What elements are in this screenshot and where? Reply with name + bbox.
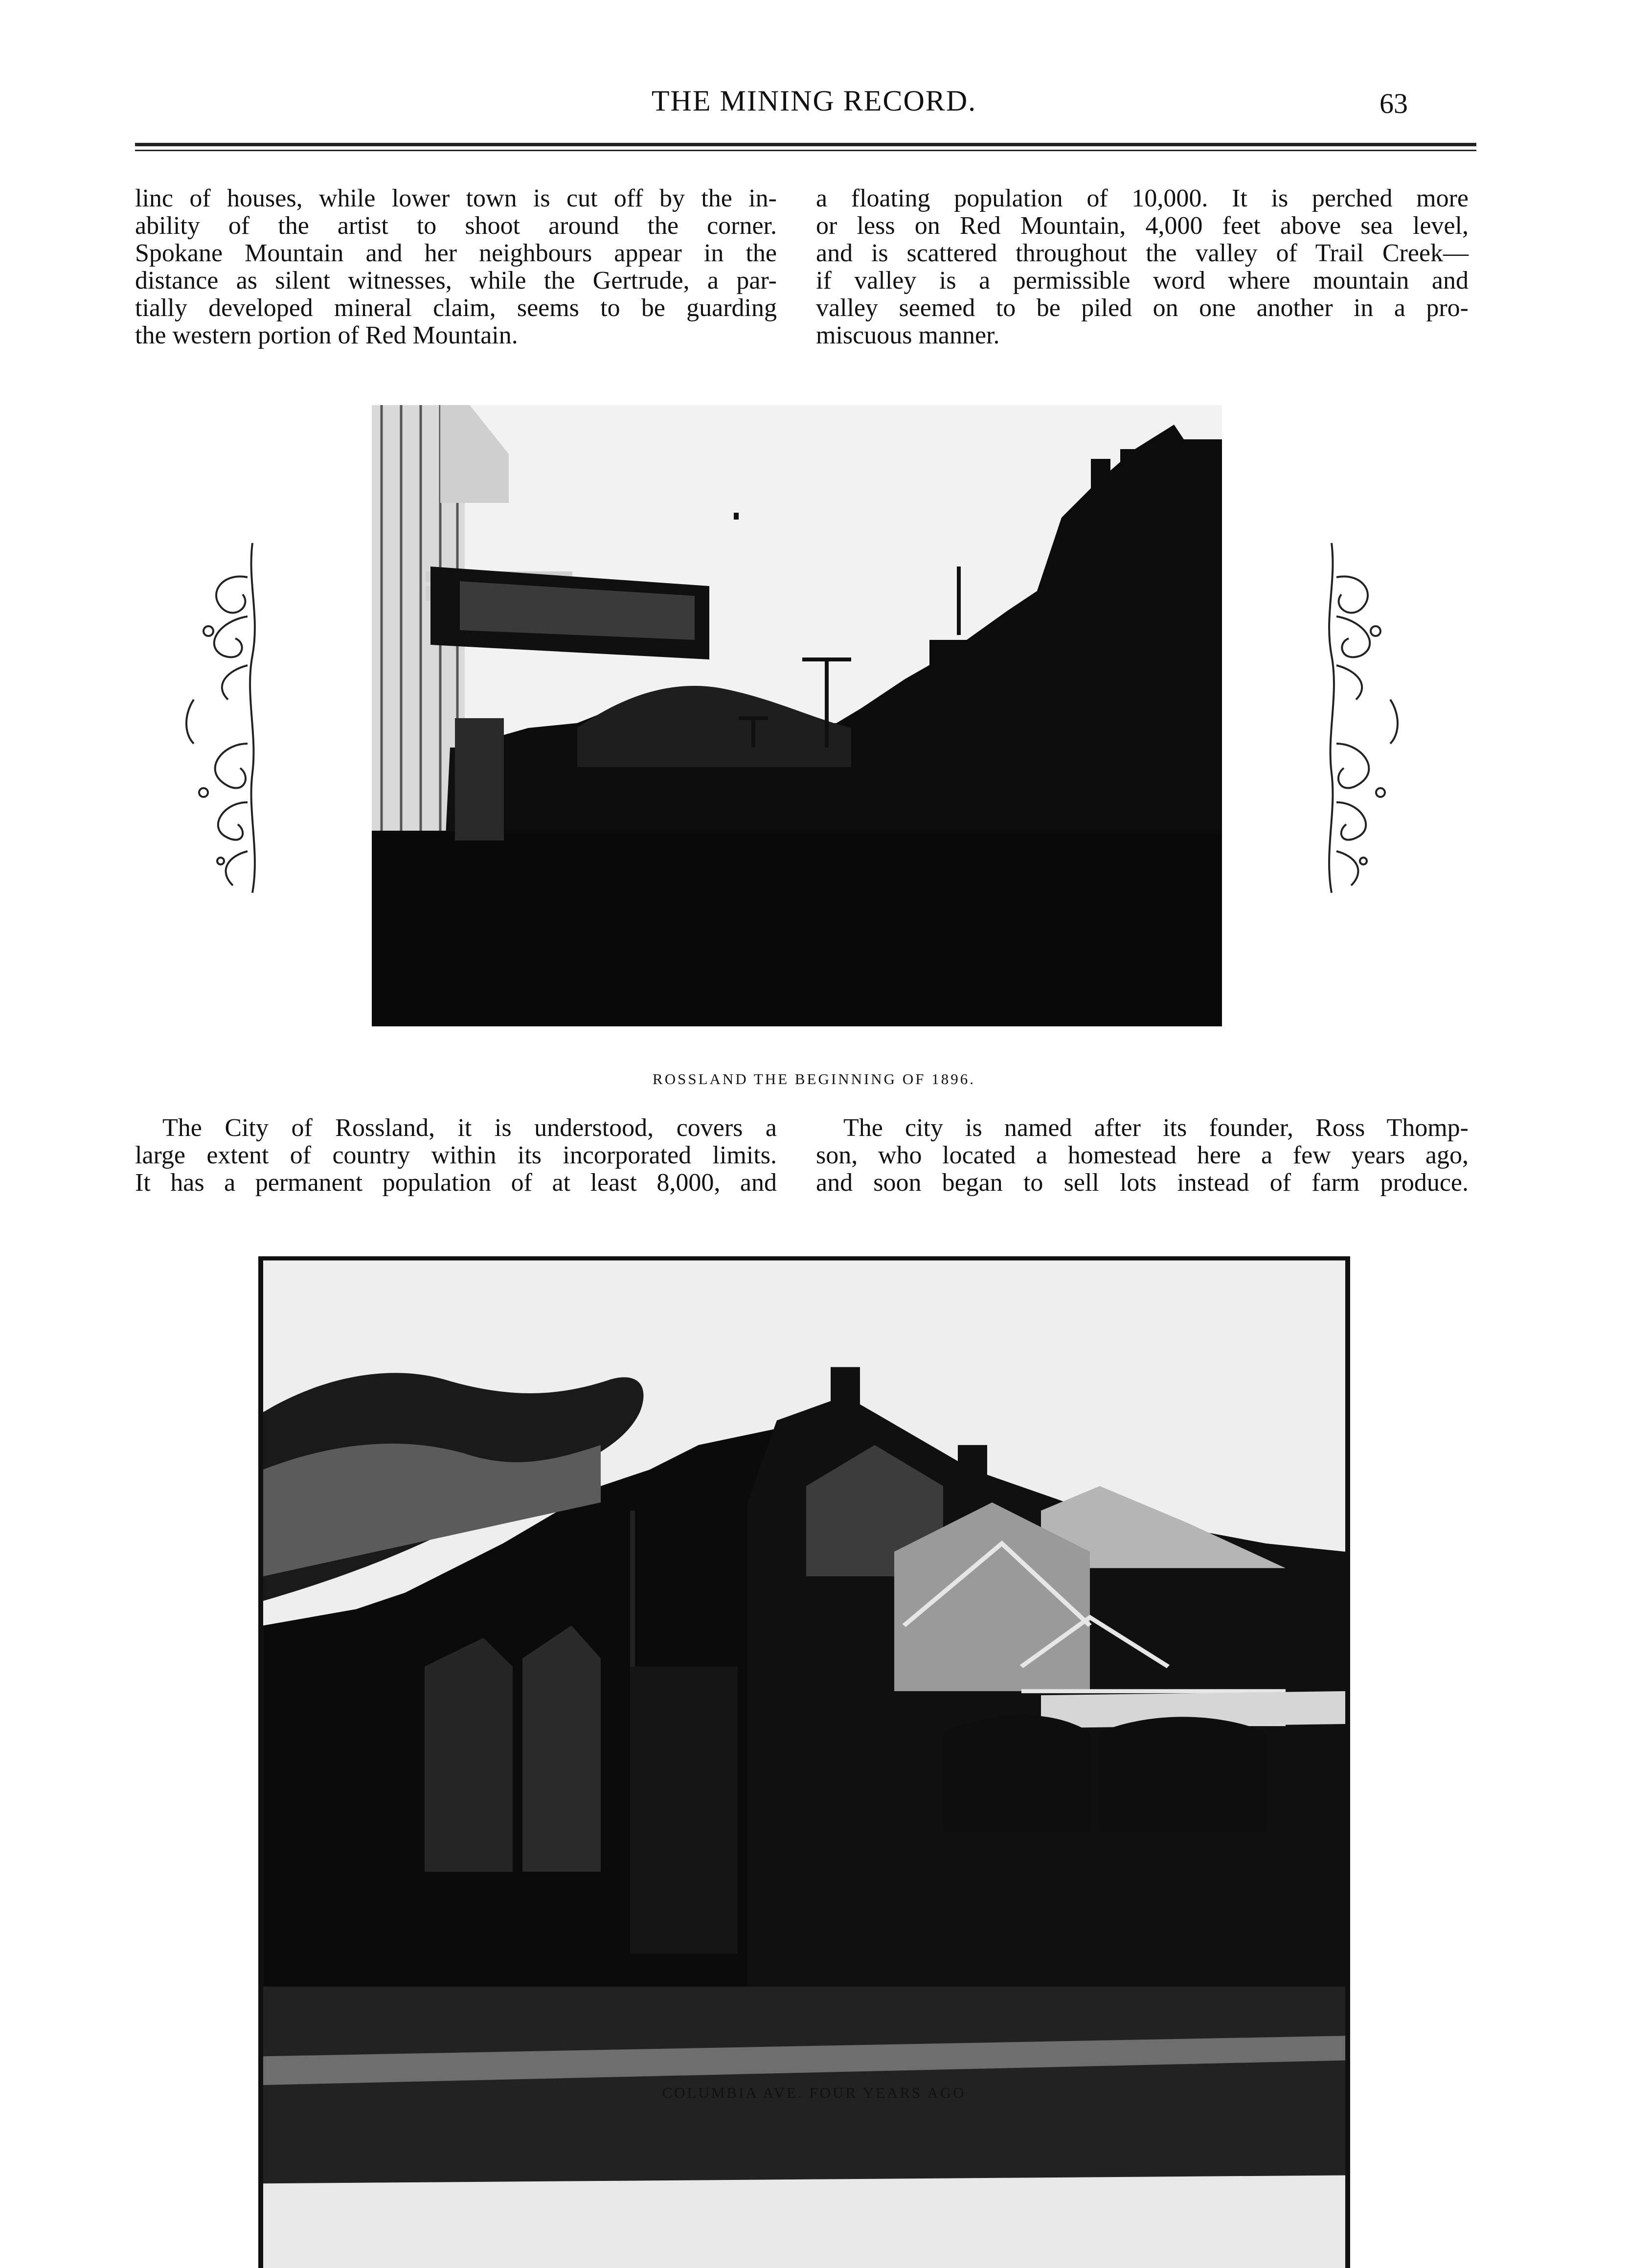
running-head-title: THE MINING RECORD. [651, 85, 977, 117]
text-line: The City of Rossland, it is understood, covers a [162, 1114, 777, 1142]
text-line: the western portion of Red Mountain. [135, 321, 518, 349]
text-line: if valley is a permissible word where mountain and [816, 267, 1469, 295]
text-line: and soon began to sell lots instead of farm produce. [816, 1169, 1469, 1197]
text-line: tially developed mineral claim, seems to be guarding [135, 294, 777, 322]
text-line: distance as silent witnesses, while the Gertrude, a par- [135, 267, 777, 295]
header-rule-thin [135, 150, 1476, 151]
text-line: and is scattered throughout the valley of Trail Creek— [816, 239, 1469, 267]
middle-right-column [816, 1114, 1469, 1197]
text-line: ability of the artist to shoot around the corner. [135, 212, 777, 240]
photo-columbia-ave [258, 1256, 1350, 2268]
text-line: a floating population of 10,000. It is perched more [816, 184, 1469, 212]
right-scroll-ornament [1322, 538, 1410, 898]
text-line: Spokane Mountain and her neighbours appear in the [135, 239, 777, 267]
middle-left-column [135, 1114, 777, 1197]
text-line: linc of houses, while lower town is cut off by the in- [135, 184, 777, 212]
figure2-caption: COLUMBIA AVE. FOUR YEARS AGO [662, 2084, 966, 2101]
text-line: or less on Red Mountain, 4,000 feet above sea level, [816, 212, 1469, 240]
figure1-caption: ROSSLAND THE BEGINNING OF 1896. [653, 1070, 975, 1088]
left-scroll-ornament [174, 538, 262, 898]
text-line: large extent of country within its incorporated limits. [135, 1141, 777, 1169]
top-right-column [816, 185, 1469, 349]
text-line: It has a permanent population of at least 8,000, and [135, 1169, 777, 1197]
page-number: 63 [1379, 88, 1408, 119]
header-rule-thick [135, 143, 1476, 146]
top-left-column [135, 185, 777, 349]
text-line: valley seemed to be piled on one another in a pro- [816, 294, 1469, 322]
text-line: The city is named after its founder, Ross Thomp- [843, 1114, 1469, 1142]
photo-rossland-street-1896 [372, 405, 1222, 1026]
text-line: miscuous manner. [816, 321, 1000, 349]
text-line: son, who located a homestead here a few years ago, [816, 1141, 1469, 1169]
